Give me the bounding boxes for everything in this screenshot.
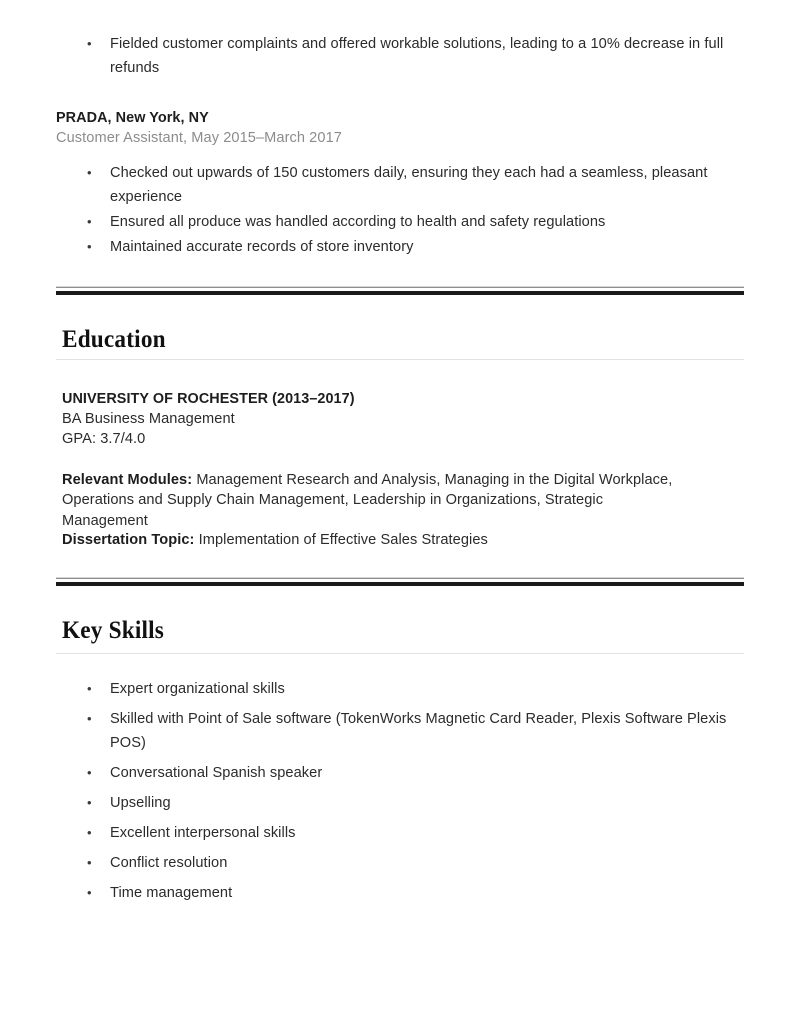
dissertation-label: Dissertation Topic:	[62, 532, 195, 548]
relevant-modules-value: Management Research and Analysis, Managing in the Digital Workplace, Operations and Supply Chain Management, Leadership in Organizations, Strategic Management	[62, 472, 673, 529]
list-item: • Excellent interpersonal skills	[56, 821, 756, 845]
education-dissertation	[62, 530, 750, 550]
list-item: • Skilled with Point of Sale software (TokenWorks Magnetic Card Reader, Plexis Software Plexis POS)	[56, 707, 756, 755]
dissertation-value: Implementation of Effective Sales Strategies	[194, 532, 488, 548]
section-underline-education	[56, 359, 744, 360]
list-item: • Upselling	[56, 791, 756, 815]
education-entry	[62, 389, 750, 449]
list-item: • Expert organizational skills	[56, 677, 756, 701]
experience-company: PRADA, New York, NY	[56, 110, 209, 126]
relevant-modules-label: Relevant Modules:	[62, 472, 193, 488]
list-item: • Conversational Spanish speaker	[56, 761, 756, 785]
key-skills-list	[56, 677, 756, 905]
education-gpa: GPA: 3.7/4.0	[62, 431, 146, 447]
section-heading-key-skills: Key Skills	[62, 617, 164, 644]
section-heading-education: Education	[62, 326, 166, 353]
section-divider-key-skills	[56, 577, 744, 586]
education-relevant-modules	[62, 470, 687, 531]
list-item: • Conflict resolution	[56, 851, 756, 875]
section-underline-key-skills	[56, 653, 744, 654]
list-item: • Ensured all produce was handled according to health and safety regulations	[56, 210, 744, 234]
list-item: • Checked out upwards of 150 customers daily, ensuring they each had a seamless, pleasant experience	[56, 161, 744, 209]
list-item: • Time management	[56, 881, 756, 905]
section-divider-education	[56, 286, 744, 295]
education-school: UNIVERSITY OF ROCHESTER (2013–2017)	[62, 391, 355, 407]
experience-bullets-prada	[56, 161, 744, 259]
education-degree: BA Business Management	[62, 411, 235, 427]
list-item: • Fielded customer complaints and offered workable solutions, leading to a 10% decrease in full refunds	[56, 32, 744, 80]
experience-entry-prada	[56, 108, 744, 149]
list-item: • Maintained accurate records of store inventory	[56, 235, 744, 259]
experience-continued-bullets	[56, 32, 744, 80]
experience-role: Customer Assistant, May 2015–March 2017	[56, 130, 342, 146]
